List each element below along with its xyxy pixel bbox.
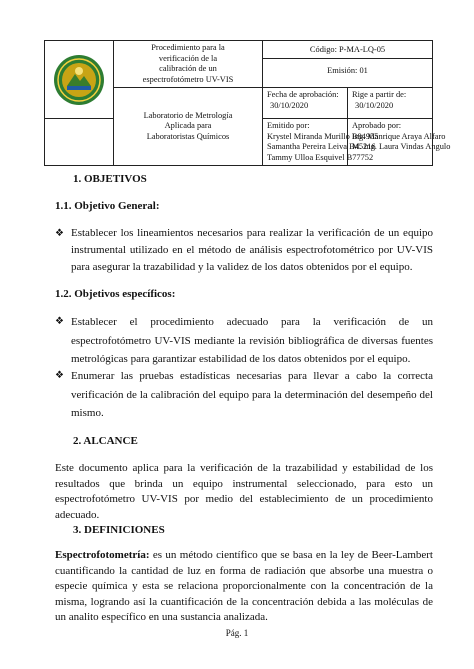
procedure-title-line: calibración de un [159,64,217,73]
approved-by-label: Aprobado por: [352,121,402,130]
procedure-title-cell [114,41,263,88]
procedure-title-line: espectrofotómetro UV-VIS [142,74,234,84]
approval-date: 30/10/2020 [270,100,309,110]
issuer-name: Tammy Ulloa Esquivel B77752 [267,152,374,162]
document-code: Código: P-MA-LQ-05 [263,41,432,59]
definition-term: Espectrofotometría: [55,549,150,561]
document-header-table [44,40,451,166]
effective-date: 30/10/2020 [355,100,394,110]
specific-objective-text: Enumerar las pruebas estadísticas necesarias para llevar a cabo la correcta verificación de la calibración del equipo para la determinación del desempeño del mismo. [71,370,433,419]
issued-by-label: Emitido por: [267,121,310,130]
general-objective-text: Establecer los lineamientos necesarios para realizar la verificación de un equipo instrumental utilizado en el método de análisis espectrofotométrico por UV-VIS para asegurar la trazabilidad y la validez de los datos obtenidos por el equipo. [71,227,433,273]
general-objective-item [55,225,433,276]
laboratory-line: Laboratorio de Metrología [143,110,233,120]
specific-objectives-heading: 1.2. Objetivos específicos: [55,288,176,300]
laboratory-line: Aplicada para [164,121,212,131]
section-objetivos-heading: 1. OBJETIVOS [73,173,147,185]
approval-date-label: Fecha de aprobación: [267,90,339,99]
issuer-name: Krystel Miranda Murillo B84955 [267,131,379,141]
section-alcance-heading: 2. ALCANCE [73,435,138,447]
procedure-title-line: verificación de la [158,53,218,63]
general-objective-heading: 1.1. Objetivo General: [55,200,160,212]
laboratory-cell [114,88,263,166]
approver-name: Ing. Manrique Araya Alfaro [352,131,446,141]
issuer-name: Samantha Pereira Leiva B45216 [267,142,376,151]
logo-cell [45,41,114,119]
specific-objective-item [55,367,433,423]
section-definiciones-heading: 3. DEFINICIONES [73,524,165,536]
procedure-title-line: Procedimiento para la [151,43,225,52]
specific-objective-text: Establecer el procedimiento adecuado para la verificación de un espectrofotómetro UV-VIS mediante la revisión bibliográfica de diversas fuentes metrológicas para garantizar estabilidad de los datos obtenidos por el equipo. [71,316,433,365]
alcance-paragraph: Este documento aplica para la verificación de la trazabilidad y estabilidad de los resultados que brinda un equipo instrumental seleccionado, para esto un espectrofotómetro UV-VIS por medio del establecimiento de un procedimiento adecuado. [55,462,433,521]
diamond-bullet-icon: ❖ [55,316,64,327]
diamond-bullet-icon: ❖ [55,370,64,381]
approver-name: M. Ing. Laura Vindas Angulo [352,142,451,151]
definition-paragraph [55,548,433,626]
page-number: Pág. 1 [225,628,249,638]
code-issue-cell [263,41,433,88]
university-seal-logo [53,54,105,106]
logo-spacer-cell [45,119,114,166]
effective-date-label: Rige a partir de: [352,90,407,99]
effective-date-cell [348,88,433,119]
definition-text: es un método científico que se basa en la ley de Beer-Lambert cuantificando la cantidad de luz en forma de radiación que absorbe una muestra o especie química y esta se relaciona proporcionalmente con la concentración de la misma, logrando así la cuantificación de la concentración debida a las moléculas de un analito específico en una sustancia analizada. [55,549,433,623]
diamond-bullet-icon: ❖ [55,228,64,239]
specific-objective-item [55,313,433,369]
issue-number: Emisión: 01 [327,66,368,75]
approval-date-cell [263,88,348,119]
laboratory-line: Laboratoristas Químicos [146,131,230,141]
